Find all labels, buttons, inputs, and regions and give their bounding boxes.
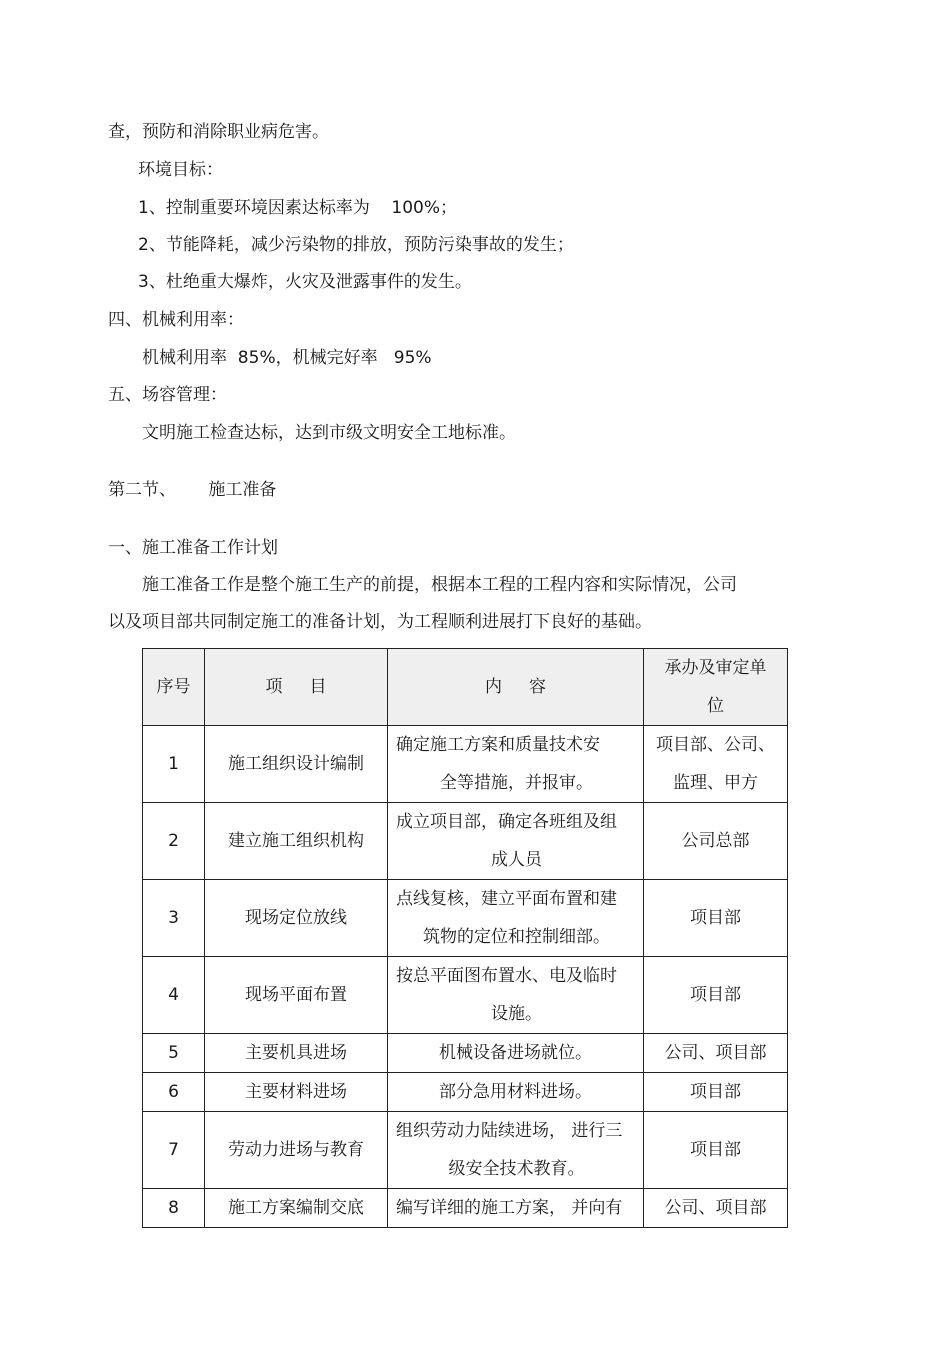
row-no: 5 — [143, 1034, 205, 1073]
row-content — [388, 880, 644, 957]
row-content — [388, 803, 644, 880]
env-goal-1: 1、控制重要环境因素达标率为 100%； — [138, 198, 458, 218]
row-no: 4 — [143, 957, 205, 1034]
header-unit-line-2: 位 — [707, 696, 724, 716]
row-no: 6 — [143, 1073, 205, 1112]
content-line-1: 组织劳动力陆续进场， 进行三 — [396, 1121, 623, 1141]
row-item: 现场定位放线 — [205, 880, 388, 957]
row-unit: 项目部 — [644, 880, 788, 957]
header-content: 内 容 — [388, 649, 644, 726]
content-line-1: 确定施工方案和质量技术安 — [396, 735, 600, 755]
row-unit: 项目部 — [644, 1112, 788, 1189]
unit-line-2: 监理、甲方 — [673, 773, 758, 793]
row-content: 机械设备进场就位。 — [388, 1034, 644, 1073]
row-unit: 项目部 — [644, 1073, 788, 1112]
table-row — [143, 880, 788, 957]
header-unit-line-1: 承办及审定单 — [664, 658, 767, 678]
env-goal-3: 3、杜绝重大爆炸，火灾及泄露事件的发生。 — [138, 272, 472, 292]
table-row — [143, 1034, 788, 1073]
header-item: 项 目 — [205, 649, 388, 726]
header-no: 序号 — [143, 649, 205, 726]
unit-line-1: 项目部、公司、 — [656, 735, 775, 755]
row-item: 现场平面布置 — [205, 957, 388, 1034]
row-content: 部分急用材料进场。 — [388, 1073, 644, 1112]
content-line-2: 设施。 — [491, 1004, 542, 1024]
subsection-title: 一、施工准备工作计划 — [108, 538, 278, 558]
row-no: 8 — [143, 1189, 205, 1228]
table-row — [143, 1073, 788, 1112]
table-row — [143, 1189, 788, 1228]
header-unit — [644, 649, 788, 726]
row-unit: 公司、项目部 — [644, 1034, 788, 1073]
content-line-2: 筑物的定位和控制细部。 — [423, 927, 610, 947]
row-unit: 项目部 — [644, 957, 788, 1034]
row-unit — [644, 726, 788, 803]
env-goals-title: 环境目标： — [138, 160, 223, 180]
row-item: 施工方案编制交底 — [205, 1189, 388, 1228]
table-row — [143, 957, 788, 1034]
row-item: 主要机具进场 — [205, 1034, 388, 1073]
row-content: 编写详细的施工方案， 并向有 — [388, 1189, 644, 1228]
section-4-body: 机械利用率 85%，机械完好率 95% — [142, 348, 432, 368]
table-header-row — [143, 649, 788, 726]
row-content — [388, 726, 644, 803]
preparation-plan-table — [142, 648, 788, 1228]
content-line-2: 成人员 — [491, 850, 542, 870]
content-line-2: 全等措施，并报审。 — [440, 773, 593, 793]
section-5-title: 五、场容管理： — [108, 385, 227, 405]
section-heading: 第二节、 施工准备 — [108, 480, 277, 500]
row-no: 2 — [143, 803, 205, 880]
content-line-1: 点线复核，建立平面布置和建 — [396, 889, 617, 909]
section-5-body: 文明施工检查达标，达到市级文明安全工地标准。 — [142, 423, 516, 443]
body-line-1: 施工准备工作是整个施工生产的前提，根据本工程的工程内容和实际情况，公司 — [142, 575, 737, 595]
body-line-2: 以及项目部共同制定施工的准备计划，为工程顺利进展打下良好的基础。 — [108, 612, 652, 632]
row-no: 3 — [143, 880, 205, 957]
table-row — [143, 803, 788, 880]
row-content — [388, 1112, 644, 1189]
content-line-1: 成立项目部，确定各班组及组 — [396, 812, 617, 832]
row-item: 劳动力进场与教育 — [205, 1112, 388, 1189]
row-item: 施工组织设计编制 — [205, 726, 388, 803]
row-content — [388, 957, 644, 1034]
row-unit: 公司、项目部 — [644, 1189, 788, 1228]
env-goal-2: 2、节能降耗，减少污染物的排放，预防污染事故的发生； — [138, 235, 574, 255]
row-unit: 公司总部 — [644, 803, 788, 880]
table-row — [143, 1112, 788, 1189]
content-line-1: 按总平面图布置水、电及临时 — [396, 966, 617, 986]
table-row — [143, 726, 788, 803]
row-item: 主要材料进场 — [205, 1073, 388, 1112]
row-no: 7 — [143, 1112, 205, 1189]
section-4-title: 四、机械利用率： — [108, 310, 244, 330]
row-item: 建立施工组织机构 — [205, 803, 388, 880]
paragraph-line: 查，预防和消除职业病危害。 — [108, 122, 329, 142]
row-no: 1 — [143, 726, 205, 803]
content-line-2: 级安全技术教育。 — [448, 1159, 585, 1179]
